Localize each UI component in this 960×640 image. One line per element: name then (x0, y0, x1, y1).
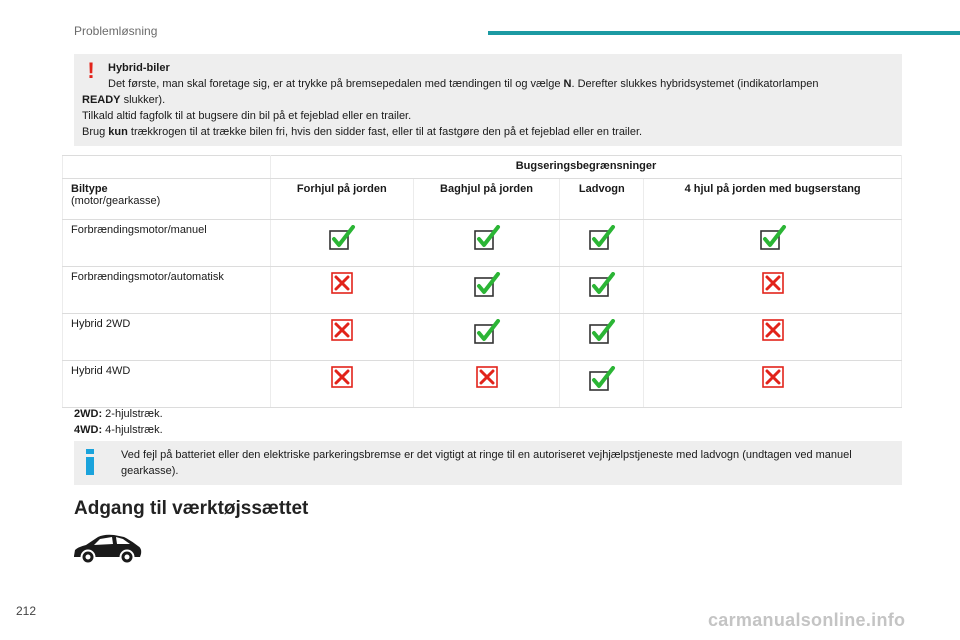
page-number: 212 (16, 604, 37, 618)
table-row (63, 267, 902, 314)
table-group-header: Bugseringsbegrænsninger (271, 156, 902, 179)
check-icon (560, 314, 644, 361)
vehicle-type-header: Biltype (motor/gearkasse) (63, 179, 271, 220)
page-header-title: Problemløsning (74, 24, 158, 38)
cross-icon (644, 361, 902, 408)
exclamation-icon: ! (87, 58, 95, 83)
abbreviation-legend (74, 406, 163, 438)
section-heading: Adgang til værktøjssættet (74, 498, 309, 519)
table-row (63, 220, 902, 267)
towing-restrictions-table (62, 155, 902, 408)
check-icon (413, 220, 560, 267)
header-accent-bar (488, 31, 960, 35)
info-box (74, 441, 902, 485)
check-icon (644, 220, 902, 267)
row-label: Hybrid 2WD (63, 314, 271, 361)
table-row (63, 314, 902, 361)
cross-icon (413, 361, 560, 408)
check-icon (560, 361, 644, 408)
check-icon (560, 267, 644, 314)
info-icon (86, 449, 94, 475)
column-header: Baghjul på jorden (413, 179, 560, 220)
check-icon (271, 220, 414, 267)
check-icon (560, 220, 644, 267)
row-label: Forbrændingsmotor/manuel (63, 220, 271, 267)
warning-title: Hybrid-biler (108, 62, 170, 74)
legend-item: 4WD: 4-hjulstræk. (74, 424, 163, 436)
cross-icon (271, 267, 414, 314)
cross-icon (644, 314, 902, 361)
watermark: carmanualsonline.info (708, 610, 906, 630)
warning-text: Hybrid-biler Det første, man skal foretage sig, er at trykke på bremsepedalen med tændingen til og vælge N. Derefter slukkes hybridsystemet (indikatorlampen READY slukker). Tilkald altid fagfolk til at bugsere din bil på et fejeblad eller en trailer. Brug kun trækkrogen til at trække bilen fri, hvis den sidder fast, eller til at fastgøre den på et fejeblad eller en trailer. (82, 62, 819, 138)
cross-icon (644, 267, 902, 314)
warning-box (74, 54, 902, 146)
row-label: Forbrændingsmotor/automatisk (63, 267, 271, 314)
cross-icon (271, 361, 414, 408)
row-label: Hybrid 4WD (63, 361, 271, 408)
legend-item: 2WD: 2-hjulstræk. (74, 408, 163, 420)
info-text: Ved fejl på batteriet eller den elektriske parkeringsbremse er det vigtigt at ringe til en autoriseret vejhjælpstjeneste med ladvogn (undtagen ved manuel gearkasse). (121, 449, 852, 477)
column-header: 4 hjul på jorden med bugserstang (644, 179, 902, 220)
check-icon (413, 314, 560, 361)
table-row (63, 361, 902, 408)
check-icon (413, 267, 560, 314)
column-header: Forhjul på jorden (271, 179, 414, 220)
column-header: Ladvogn (560, 179, 644, 220)
cross-icon (271, 314, 414, 361)
car-icon (70, 532, 144, 566)
